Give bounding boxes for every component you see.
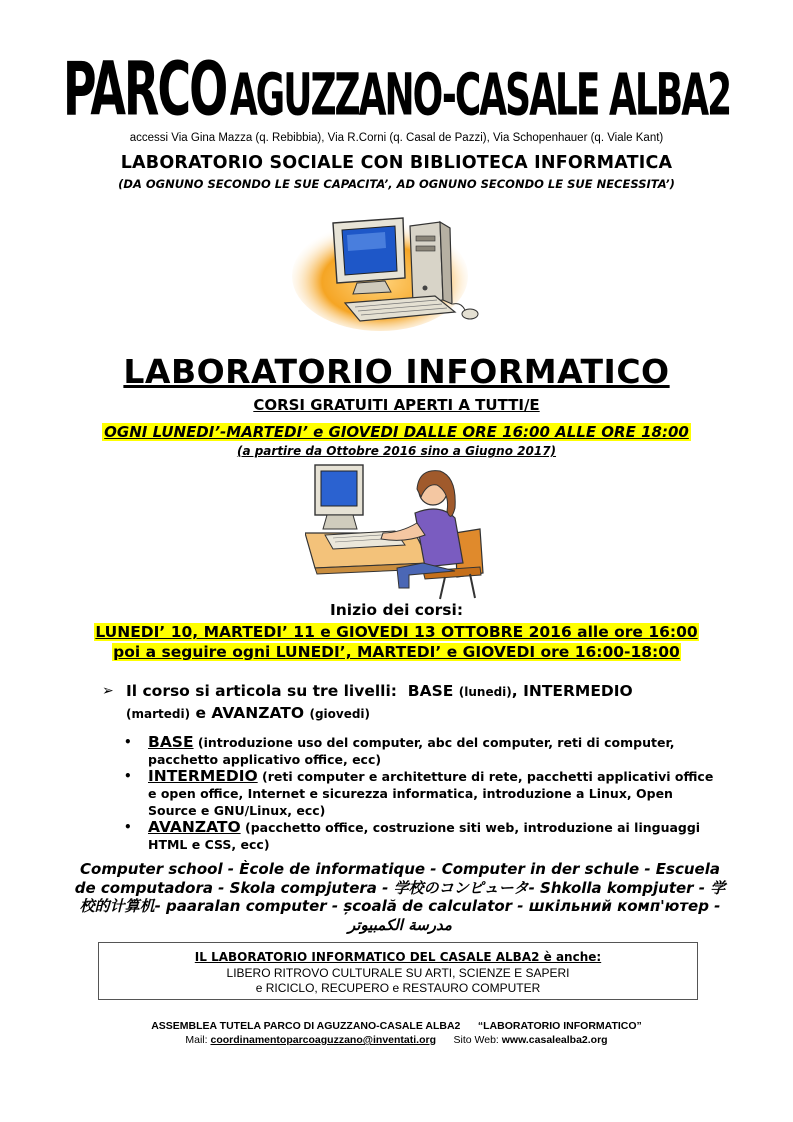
girl-at-computer-icon bbox=[305, 463, 487, 601]
list-item bbox=[122, 768, 722, 819]
level-desc: (introduzione uso del computer, abc del computer, reti di computer, pacchetto applicativo office, ecc) bbox=[148, 735, 675, 767]
start-dates bbox=[0, 622, 793, 641]
bullet-dot-icon: • bbox=[124, 769, 132, 783]
course-structure bbox=[104, 681, 704, 725]
level-desc: (pacchetto office, costruzione siti web, introduzione ai linguaggi HTML e CSS, ecc) bbox=[148, 820, 701, 852]
arrow-bullet-icon: ➢ bbox=[102, 683, 114, 699]
structure-line2 bbox=[126, 703, 704, 725]
schedule bbox=[0, 422, 793, 441]
structure-intro: Il corso si articola su tre livelli: bbox=[126, 682, 397, 700]
free-courses: CORSI GRATUITI APERTI A TUTTI/E bbox=[253, 396, 540, 414]
structure-avanzato: AVANZATO bbox=[211, 704, 305, 722]
mail-link[interactable]: coordinamentoparcoaguzzano@inventati.org bbox=[210, 1034, 436, 1046]
start-heading: Inizio dei corsi: bbox=[329, 601, 464, 619]
footer-assembly-name: ASSEMBLEA TUTELA PARCO DI AGUZZANO-CASALE ALBA2 bbox=[151, 1020, 461, 1032]
following-schedule-text: poi a seguire ogni LUNEDI’, MARTEDI’ e GIOVEDI ore 16:00-18:00 bbox=[113, 643, 680, 661]
main-title bbox=[0, 45, 793, 132]
lab-title: LABORATORIO INFORMATICO bbox=[123, 352, 670, 391]
footer-contacts bbox=[0, 1034, 793, 1046]
structure-intermedio-day: (martedi) bbox=[126, 707, 191, 721]
structure-base-day: (lunedi) bbox=[458, 685, 512, 699]
structure-intermedio: INTERMEDIO bbox=[523, 682, 633, 700]
access-info: accessi Via Gina Mazza (q. Rebibbia), Via R.Corni (q. Casal de Pazzi), Via Schopenhauer (q. Viale Kant) bbox=[129, 132, 664, 144]
level-name: BASE bbox=[148, 733, 194, 751]
start-dates-text: LUNEDI’ 10, MARTEDI’ 11 e GIOVEDI 13 OTTOBRE 2016 alle ore 16:00 bbox=[95, 623, 698, 641]
level-name: INTERMEDIO bbox=[148, 767, 258, 785]
site-link[interactable]: www.casalealba2.org bbox=[501, 1034, 608, 1046]
list-item bbox=[122, 819, 722, 853]
subtitle: LABORATORIO SOCIALE CON BIBLIOTECA INFORMATICA bbox=[120, 153, 673, 173]
box-title: IL LABORATORIO INFORMATICO DEL CASALE ALBA2 è anche: bbox=[194, 950, 602, 964]
box-line1: LIBERO RITROVO CULTURALE SU ARTI, SCIENZE E SAPERI bbox=[226, 966, 570, 980]
footer-assembly bbox=[0, 1020, 793, 1032]
structure-and: e bbox=[195, 704, 206, 722]
level-desc: (reti computer e architetture di rete, pacchetti applicativi office e open office, Internet e sicurezza informatica, introduzione a Linux, Open Source e GNU/Linux, ecc) bbox=[148, 769, 714, 818]
level-list bbox=[122, 734, 722, 853]
bullet-dot-icon: • bbox=[124, 820, 132, 834]
structure-base: BASE bbox=[407, 682, 454, 700]
title-parco: PARCO bbox=[62, 45, 227, 132]
multilingual-text: Computer school - Ècole de informatique - Computer in der schule - Escuela de computadora - Skola compjutera - 学校のコンピュータ- Shkolla kompjuter - 学校的计算机- paaralan computer - școală de calculator - шкільний комп'ютер - مدرسة الكمبيوتر bbox=[74, 860, 726, 934]
mail-label: Mail: bbox=[185, 1034, 208, 1046]
box-line2: e RICICLO, RECUPERO e RESTAURO COMPUTER bbox=[255, 981, 541, 995]
list-item bbox=[122, 734, 722, 768]
structure-avanzato-day: (giovedi) bbox=[309, 707, 371, 721]
site-label: Sito Web: bbox=[453, 1034, 499, 1046]
footer-lab-quote: “LABORATORIO INFORMATICO” bbox=[477, 1020, 642, 1032]
period: (a partire da Ottobre 2016 sino a Giugno 2017) bbox=[236, 444, 557, 458]
bullet-dot-icon: • bbox=[124, 735, 132, 749]
desktop-computer-icon bbox=[285, 208, 490, 338]
motto: (DA OGNUNO SECONDO LE SUE CAPACITA’, AD OGNUNO SECONDO LE SUE NECESSITA’) bbox=[118, 177, 675, 191]
following-schedule bbox=[0, 642, 793, 661]
schedule-text: OGNI LUNEDI’-MARTEDI’ e GIOVEDI DALLE ORE 16:00 ALLE ORE 18:00 bbox=[104, 423, 689, 441]
level-name: AVANZATO bbox=[148, 818, 241, 836]
title-aguzzano: AGUZZANO-CASALE ALBA2 bbox=[229, 63, 731, 129]
structure-line1: Il corso si articola su tre livelli: BASE (lunedi), INTERMEDIO bbox=[126, 682, 633, 700]
info-box bbox=[98, 942, 698, 1000]
